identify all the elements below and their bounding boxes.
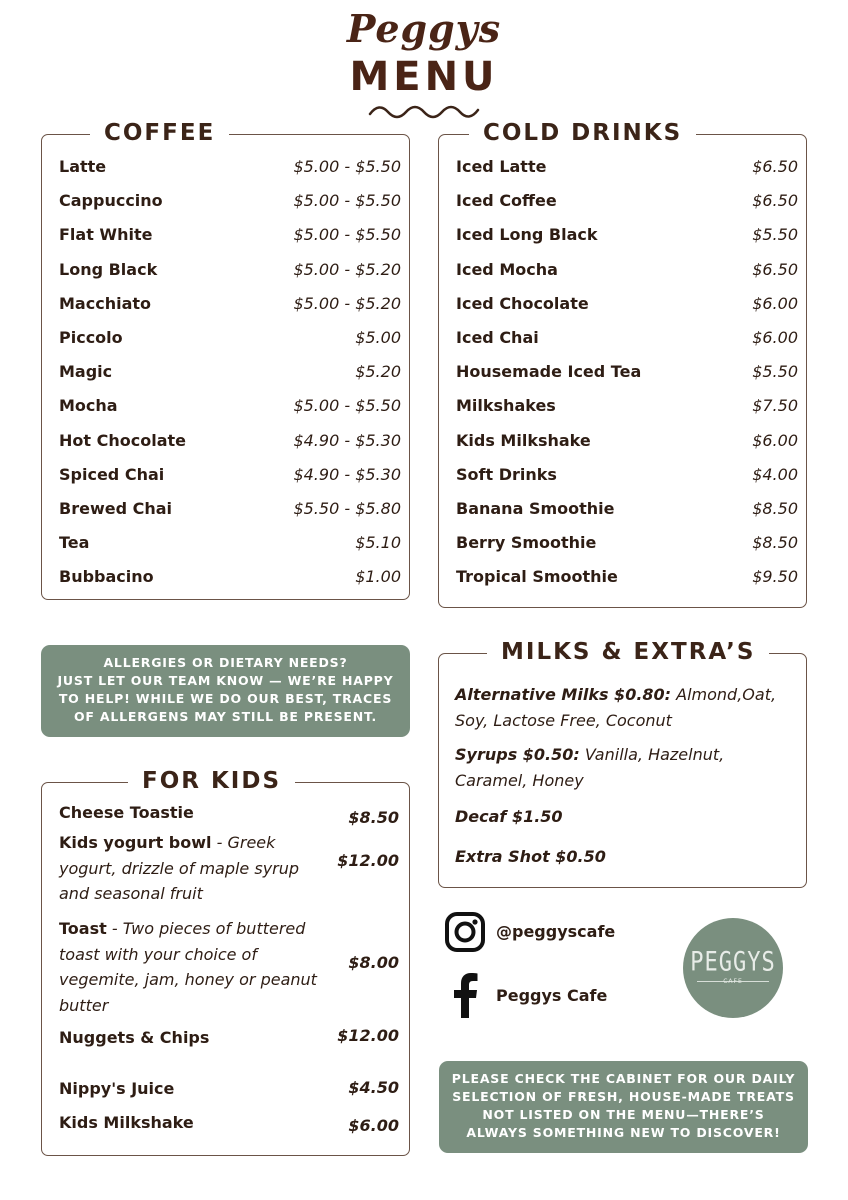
logo-sub: CAFE — [723, 978, 743, 985]
kids-item-desc: - Two pieces of buttered toast with your choice of vegemite, jam, honey or peanut butter — [59, 919, 317, 1015]
coffee-menu-row — [59, 189, 401, 213]
kids-item — [59, 830, 329, 907]
cold-item-name: Iced Chai — [456, 328, 539, 347]
coffee-menu-row — [59, 292, 401, 316]
coffee-menu-row — [59, 223, 401, 247]
coffee-item-name: Bubbacino — [59, 567, 154, 587]
cabinet-line: PLEASE CHECK THE CABINET FOR OUR DAILY — [451, 1071, 796, 1086]
cold-item-name: Milkshakes — [456, 396, 556, 416]
cold-item-price: $6.00 — [752, 430, 798, 450]
cabinet-line: SELECTION OF FRESH, HOUSE-MADE TREATS — [452, 1089, 795, 1104]
cold-menu-row — [456, 394, 798, 418]
coffee-item-name: Mocha — [59, 396, 118, 416]
coffee-menu-row — [59, 429, 401, 453]
logo-name: PEGGYS — [690, 947, 776, 978]
alt-milks-label: Alternative Milks $0.80: — [455, 685, 672, 704]
cold-item-price: $5.50 — [752, 225, 798, 245]
kids-item — [59, 800, 329, 826]
cold-menu-row — [456, 189, 798, 213]
alt-milks-options: Almond,Oat, — [671, 685, 777, 704]
cold-menu-row — [456, 326, 798, 350]
allergy-notice — [41, 645, 410, 737]
coffee-item-name: Flat White — [59, 225, 153, 245]
cabinet-line: ALWAYS SOMETHING NEW TO DISCOVER! — [466, 1125, 781, 1140]
coffee-item-name: Latte — [59, 157, 107, 176]
coffee-menu-row — [59, 565, 401, 589]
coffee-item-name: Piccolo — [59, 328, 123, 347]
kids-section — [41, 768, 410, 1156]
cold-menu-row — [456, 565, 798, 589]
cold-item-name: Iced Chocolate — [456, 293, 589, 313]
extras-section — [438, 639, 807, 888]
kids-item-name: Nuggets & Chips — [59, 1028, 210, 1047]
extra-shot-line — [455, 844, 796, 870]
syrups-line — [455, 742, 796, 768]
kids-item-name: Kids Milkshake — [59, 1113, 194, 1132]
coffee-item-price: $4.90 - $5.30 — [293, 430, 401, 450]
coffee-item-price: $5.00 - $5.20 — [293, 293, 401, 313]
coffee-item-name: Tea — [59, 533, 90, 553]
coffee-menu-row — [59, 326, 401, 350]
cold-menu-row — [456, 292, 798, 316]
coffee-menu-row — [59, 360, 401, 384]
coffee-item-name: Magic — [59, 362, 113, 382]
cold-item-price: $4.00 — [752, 464, 798, 484]
kids-item-price: $8.00 — [348, 953, 399, 972]
alt-milks-line — [455, 682, 796, 708]
facebook-icon[interactable] — [451, 972, 479, 1018]
squiggle-divider — [368, 100, 480, 120]
coffee-item-price: $5.00 - $5.50 — [293, 191, 401, 211]
menu-title: MENU — [349, 54, 499, 100]
cold-drinks-title: COLD DRINKS — [469, 119, 696, 147]
syrups-options: Vanilla, Hazelnut, — [579, 745, 725, 764]
kids-item-name: Toast — [59, 919, 107, 938]
kids-item-desc: - Greek yogurt, drizzle of maple syrup and seasonal fruit — [59, 833, 300, 903]
coffee-menu-row — [59, 258, 401, 282]
kids-item-name: Nippy's Juice — [59, 1079, 175, 1098]
kids-item-name: Cheese Toastie — [59, 803, 194, 822]
cold-item-price: $6.50 — [752, 191, 798, 211]
cold-item-price: $8.50 — [752, 533, 798, 553]
kids-item — [59, 1025, 329, 1051]
cafe-script-title: Peggys — [346, 6, 502, 51]
coffee-item-name: Macchiato — [59, 293, 151, 313]
cold-item-name: Iced Coffee — [456, 191, 557, 211]
decaf-line — [455, 804, 796, 830]
cold-item-name: Kids Milkshake — [456, 430, 591, 450]
instagram-handle[interactable]: @peggyscafe — [496, 922, 616, 941]
peggys-logo — [683, 918, 783, 1018]
syrups-line-2: Caramel, Honey — [455, 771, 584, 790]
coffee-menu-row — [59, 155, 401, 179]
cold-item-name: Housemade Iced Tea — [456, 362, 642, 382]
cold-item-name: Tropical Smoothie — [456, 567, 618, 587]
kids-item — [59, 1076, 329, 1102]
extra-shot-label: Extra Shot $0.50 — [455, 847, 606, 866]
cold-item-price: $5.50 — [752, 362, 798, 382]
kids-item-price: $4.50 — [348, 1078, 399, 1097]
coffee-item-price: $5.10 — [355, 533, 401, 553]
cold-item-price: $8.50 — [752, 499, 798, 518]
coffee-item-price: $4.90 - $5.30 — [293, 464, 401, 484]
coffee-item-name: Brewed Chai — [59, 499, 173, 518]
allergy-line: OF ALLERGENS MAY STILL BE PRESENT. — [73, 709, 377, 724]
coffee-menu-row — [59, 394, 401, 418]
coffee-item-price: $5.00 - $5.50 — [293, 225, 401, 245]
allergy-line: ALLERGIES OR DIETARY NEEDS? — [103, 655, 348, 670]
coffee-menu-row — [59, 531, 401, 555]
cold-drinks-section — [438, 120, 807, 608]
coffee-item-price: $5.00 - $5.20 — [293, 259, 401, 279]
cold-menu-row — [456, 497, 798, 521]
kids-item — [59, 916, 329, 1018]
cold-item-price: $6.00 — [752, 293, 798, 313]
coffee-item-name: Hot Chocolate — [59, 430, 186, 450]
cold-item-price: $9.50 — [752, 567, 798, 587]
coffee-item-price: $1.00 — [355, 567, 401, 587]
cold-menu-row — [456, 531, 798, 555]
cabinet-notice — [439, 1061, 808, 1153]
coffee-item-name: Cappuccino — [59, 191, 163, 211]
cold-item-name: Iced Latte — [456, 157, 547, 176]
cold-item-price: $7.50 — [752, 396, 798, 416]
coffee-menu-row — [59, 463, 401, 487]
coffee-item-name: Spiced Chai — [59, 464, 165, 484]
coffee-item-price: $5.00 — [355, 328, 401, 347]
facebook-page[interactable]: Peggys Cafe — [496, 986, 608, 1005]
cold-item-name: Soft Drinks — [456, 464, 557, 484]
coffee-menu-row — [59, 497, 401, 521]
coffee-title: COFFEE — [90, 119, 229, 147]
kids-item-price: $8.50 — [348, 808, 399, 827]
extras-title: MILKS & EXTRA’S — [487, 638, 769, 666]
cold-item-price: $6.50 — [752, 259, 798, 279]
kids-item-price: $12.00 — [337, 851, 399, 870]
kids-item-name: Kids yogurt bowl — [59, 833, 212, 852]
allergy-line: TO HELP! WHILE WE DO OUR BEST, TRACES — [58, 691, 393, 706]
cold-item-name: Berry Smoothie — [456, 533, 597, 553]
cold-menu-row — [456, 223, 798, 247]
cold-menu-row — [456, 155, 798, 179]
kids-item — [59, 1110, 329, 1136]
cold-menu-row — [456, 258, 798, 282]
instagram-icon[interactable] — [444, 911, 486, 953]
cold-menu-row — [456, 360, 798, 384]
coffee-item-price: $5.00 - $5.50 — [293, 396, 401, 416]
cold-item-name: Iced Mocha — [456, 259, 558, 279]
cabinet-line: NOT LISTED ON THE MENU—THERE’S — [482, 1107, 765, 1122]
cold-item-name: Iced Long Black — [456, 225, 598, 245]
decaf-label: Decaf $1.50 — [455, 807, 563, 826]
kids-title: FOR KIDS — [128, 767, 295, 795]
coffee-item-price: $5.00 - $5.50 — [293, 157, 401, 176]
allergy-line: JUST LET OUR TEAM KNOW — WE’RE HAPPY — [57, 673, 394, 688]
coffee-item-name: Long Black — [59, 259, 158, 279]
coffee-item-price: $5.20 — [355, 362, 401, 382]
alt-milks-line-2: Soy, Lactose Free, Coconut — [455, 711, 672, 730]
syrups-label: Syrups $0.50: — [455, 745, 580, 764]
kids-item-price: $12.00 — [337, 1026, 399, 1045]
coffee-section — [41, 120, 410, 600]
coffee-item-price: $5.50 - $5.80 — [293, 499, 401, 518]
kids-item-price: $6.00 — [348, 1116, 399, 1135]
cold-menu-row — [456, 429, 798, 453]
cold-menu-row — [456, 463, 798, 487]
cold-item-price: $6.50 — [752, 157, 798, 176]
cold-item-price: $6.00 — [752, 328, 798, 347]
cold-item-name: Banana Smoothie — [456, 499, 615, 518]
